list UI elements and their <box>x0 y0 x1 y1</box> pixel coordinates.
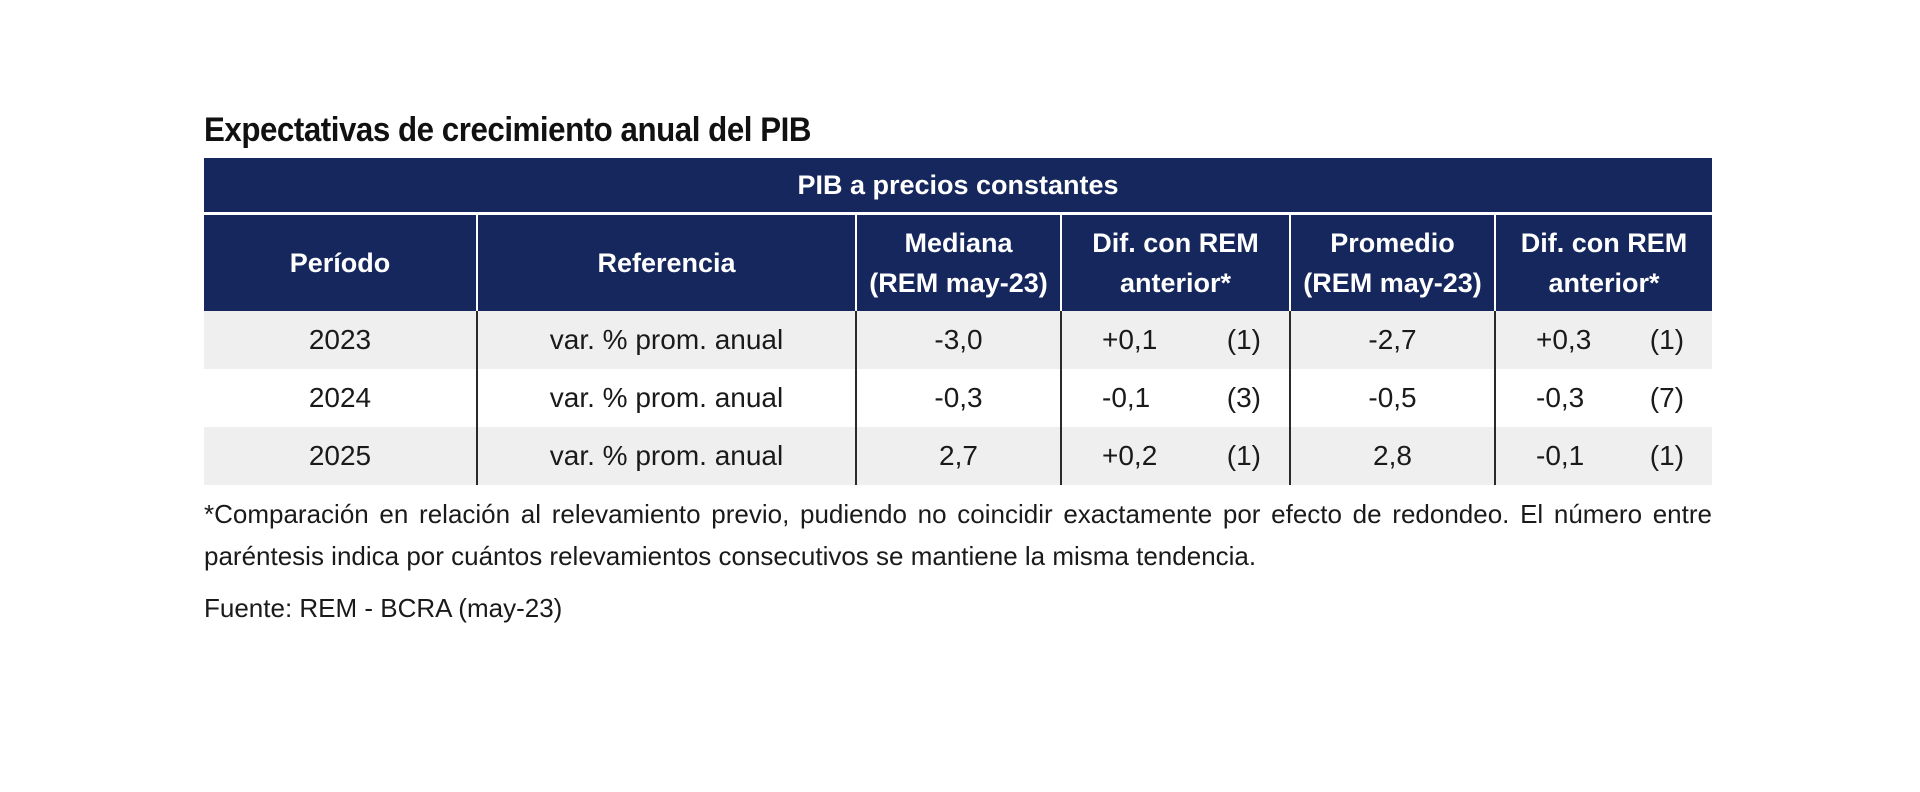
document <box>204 108 1712 629</box>
cell-dif-mediana <box>1061 427 1290 485</box>
source-note: Fuente: REM - BCRA (may-23) <box>204 593 563 623</box>
cell-dif-mediana <box>1061 311 1290 369</box>
cell-dif-promedio <box>1495 369 1712 427</box>
column-header-row <box>204 214 1712 312</box>
col-header-mediana: Mediana (REM may-23) <box>856 214 1061 312</box>
cell-promedio: -2,7 <box>1290 311 1495 369</box>
dif-count: (1) <box>1226 324 1261 355</box>
cell-mediana: -3,0 <box>856 311 1061 369</box>
dif-count: (7) <box>1649 382 1685 413</box>
dif-value: +0,2 <box>1102 440 1158 471</box>
cell-dif-mediana <box>1061 369 1290 427</box>
dif-count: (1) <box>1226 440 1261 471</box>
footnote: *Comparación en relación al relevamiento previo, pudiendo no coincidir exactamente por efecto de redondeo. El número entre paréntesis indica por cuántos relevamientos consecutivos se mantiene la misma tendencia. <box>204 499 1712 571</box>
document-title: Expectativas de crecimiento anual del PIB <box>204 111 811 149</box>
cell-referencia: var. % prom. anual <box>477 369 856 427</box>
cell-promedio: 2,8 <box>1290 427 1495 485</box>
table-row <box>204 369 1712 427</box>
col-header-dif-mediana: Dif. con REM anterior* <box>1061 214 1290 312</box>
dif-value: -0,1 <box>1102 382 1151 413</box>
gdp-expectations-table <box>204 158 1712 485</box>
cell-mediana: -0,3 <box>856 369 1061 427</box>
col-header-promedio: Promedio (REM may-23) <box>1290 214 1495 312</box>
table-row <box>204 311 1712 369</box>
dif-count: (1) <box>1649 440 1685 471</box>
col-header-periodo: Período <box>204 214 477 312</box>
cell-referencia: var. % prom. anual <box>477 427 856 485</box>
dif-value: -0,3 <box>1536 382 1585 413</box>
cell-referencia: var. % prom. anual <box>477 311 856 369</box>
table-row <box>204 427 1712 485</box>
dif-value: +0,1 <box>1102 324 1158 355</box>
cell-periodo: 2024 <box>204 369 477 427</box>
cell-dif-promedio <box>1495 311 1712 369</box>
dif-value: -0,1 <box>1536 440 1585 471</box>
cell-periodo: 2025 <box>204 427 477 485</box>
dif-count: (3) <box>1226 382 1261 413</box>
cell-periodo: 2023 <box>204 311 477 369</box>
super-header-row <box>204 158 1712 214</box>
dif-count: (1) <box>1649 324 1685 355</box>
cell-promedio: -0,5 <box>1290 369 1495 427</box>
col-header-dif-promedio: Dif. con REM anterior* <box>1495 214 1712 312</box>
cell-dif-promedio <box>1495 427 1712 485</box>
cell-mediana: 2,7 <box>856 427 1061 485</box>
super-header: PIB a precios constantes <box>204 158 1712 214</box>
col-header-referencia: Referencia <box>477 214 856 312</box>
dif-value: +0,3 <box>1536 324 1592 355</box>
